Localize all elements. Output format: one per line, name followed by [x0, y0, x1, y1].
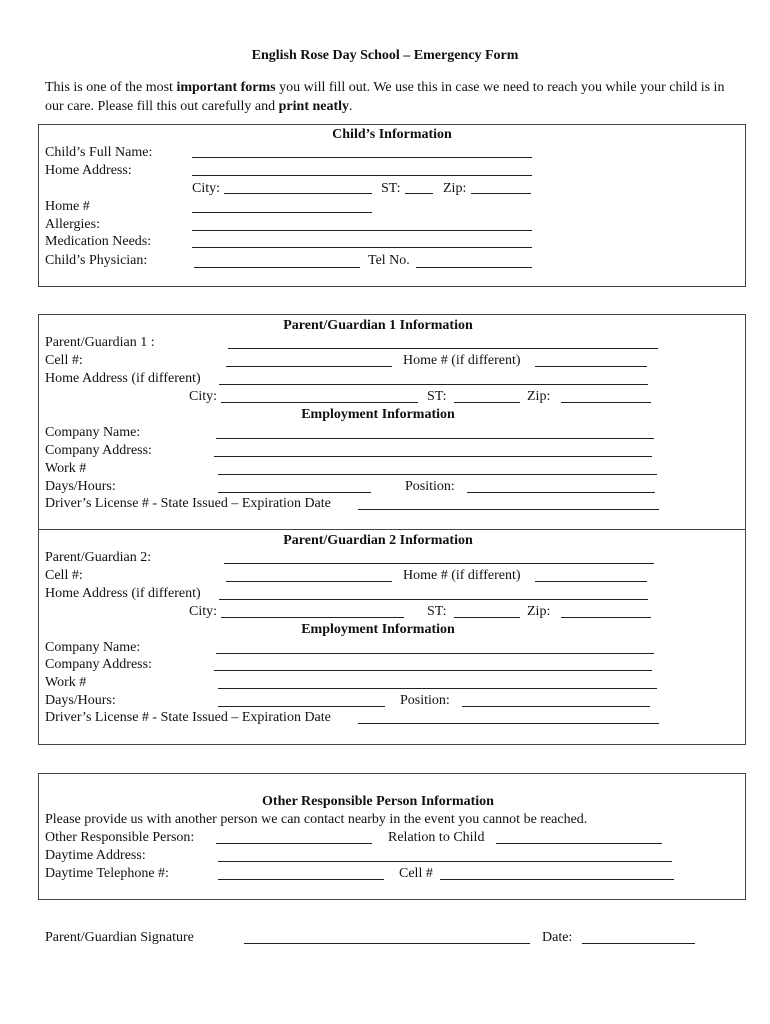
other-telephone-label: Daytime Telephone #: — [45, 866, 169, 881]
pg1-position-label: Position: — [405, 479, 455, 494]
child-name-field[interactable] — [192, 157, 532, 158]
pg1-company-address-field[interactable] — [214, 456, 652, 457]
intro-text-3: . — [349, 99, 353, 114]
pg1-cell-label: Cell #: — [45, 353, 83, 368]
child-allergies-label: Allergies: — [45, 217, 100, 232]
pg2-work-field[interactable] — [218, 688, 657, 689]
pg2-company-label: Company Name: — [45, 640, 141, 655]
date-label: Date: — [542, 930, 573, 945]
pg1-address-field[interactable] — [219, 384, 648, 385]
date-field[interactable] — [582, 943, 695, 944]
child-allergies-field[interactable] — [192, 230, 532, 231]
pg1-employment-heading: Employment Information — [301, 407, 455, 422]
pg2-heading: Parent/Guardian 2 Information — [283, 533, 473, 548]
child-medication-field[interactable] — [192, 247, 532, 248]
child-tel-field[interactable] — [416, 267, 532, 268]
child-physician-label: Child’s Physician: — [45, 253, 148, 268]
child-physician-field[interactable] — [194, 267, 360, 268]
signature-label: Parent/Guardian Signature — [45, 930, 194, 945]
pg2-work-label: Work # — [45, 675, 87, 690]
other-cell-label: Cell # — [399, 866, 433, 881]
pg2-address-field[interactable] — [219, 599, 648, 600]
pg1-company-field[interactable] — [216, 438, 654, 439]
pg2-company-field[interactable] — [216, 653, 654, 654]
pg2-license-field[interactable] — [358, 723, 659, 724]
other-person-field[interactable] — [216, 843, 372, 844]
other-person-label: Other Responsible Person: — [45, 830, 195, 845]
signature-field[interactable] — [244, 943, 530, 944]
pg1-address-label: Home Address (if different) — [45, 371, 201, 386]
pg1-zip-field[interactable] — [561, 402, 651, 403]
pg1-position-field[interactable] — [467, 492, 655, 493]
other-telephone-field[interactable] — [218, 879, 384, 880]
child-name-label: Child’s Full Name: — [45, 145, 153, 160]
pg1-cell-field[interactable] — [226, 366, 392, 367]
child-city-label: City: — [192, 181, 221, 196]
intro-bold-1: important forms — [176, 80, 276, 95]
pg2-cell-label: Cell #: — [45, 568, 83, 583]
pg2-company-address-label: Company Address: — [45, 657, 152, 672]
pg1-license-label: Driver’s License # - State Issued – Expiration Date — [45, 496, 331, 511]
pg2-company-address-field[interactable] — [214, 670, 652, 671]
pg1-days-field[interactable] — [218, 492, 371, 493]
pg2-home-diff-field[interactable] — [535, 581, 647, 582]
other-cell-field[interactable] — [440, 879, 674, 880]
intro-text-1: This is one of the most — [45, 80, 177, 95]
pg1-home-diff-label: Home # (if different) — [403, 353, 521, 368]
pg1-days-label: Days/Hours: — [45, 479, 116, 494]
other-relation-field[interactable] — [496, 843, 662, 844]
page-title: English Rose Day School – Emergency Form — [251, 48, 519, 63]
pg2-home-diff-label: Home # (if different) — [403, 568, 521, 583]
child-home-phone-field[interactable] — [192, 212, 372, 213]
pg2-name-field[interactable] — [224, 563, 654, 564]
child-state-label: ST: — [381, 181, 401, 196]
pg2-position-label: Position: — [400, 693, 450, 708]
pg2-state-label: ST: — [427, 604, 447, 619]
pg1-state-label: ST: — [427, 389, 447, 404]
pg1-company-label: Company Name: — [45, 425, 141, 440]
pg2-state-field[interactable] — [454, 617, 520, 618]
pg2-days-field[interactable] — [218, 706, 385, 707]
pg2-address-label: Home Address (if different) — [45, 586, 201, 601]
pg1-company-address-label: Company Address: — [45, 443, 152, 458]
pg1-name-field[interactable] — [228, 348, 658, 349]
pg1-heading: Parent/Guardian 1 Information — [283, 318, 473, 333]
child-city-field[interactable] — [224, 193, 372, 194]
pg1-city-field[interactable] — [221, 402, 418, 403]
intro-text-2: you will fill out. We use this in case we need to reach you while your child is in our care. Please fill this out carefully and — [45, 80, 725, 114]
other-relation-label: Relation to Child — [388, 830, 485, 845]
section-divider — [38, 529, 746, 530]
child-address-label: Home Address: — [45, 163, 132, 178]
pg2-zip-field[interactable] — [561, 617, 651, 618]
child-address-field[interactable] — [192, 175, 532, 176]
other-heading: Other Responsible Person Information — [262, 794, 494, 809]
pg2-city-label: City: — [189, 604, 218, 619]
pg2-days-label: Days/Hours: — [45, 693, 116, 708]
child-tel-label: Tel No. — [368, 253, 410, 268]
pg1-home-diff-field[interactable] — [535, 366, 647, 367]
child-medication-label: Medication Needs: — [45, 234, 152, 249]
pg2-license-label: Driver’s License # - State Issued – Expiration Date — [45, 710, 331, 725]
child-state-field[interactable] — [405, 193, 433, 194]
intro-bold-2: print neatly — [278, 99, 350, 114]
child-zip-field[interactable] — [471, 193, 531, 194]
pg1-name-label: Parent/Guardian 1 : — [45, 335, 155, 350]
pg2-city-field[interactable] — [221, 617, 404, 618]
pg2-employment-heading: Employment Information — [301, 622, 455, 637]
child-info-heading: Child’s Information — [332, 127, 452, 142]
pg1-work-field[interactable] — [218, 474, 657, 475]
pg2-position-field[interactable] — [462, 706, 650, 707]
intro-paragraph — [45, 78, 735, 116]
pg2-cell-field[interactable] — [226, 581, 392, 582]
pg1-state-field[interactable] — [454, 402, 520, 403]
child-zip-label: Zip: — [443, 181, 467, 196]
other-address-field[interactable] — [218, 861, 672, 862]
other-instruction: Please provide us with another person we can contact nearby in the event you cannot be reached. — [45, 812, 588, 827]
pg1-work-label: Work # — [45, 461, 87, 476]
pg2-zip-label: Zip: — [527, 604, 551, 619]
pg1-zip-label: Zip: — [527, 389, 551, 404]
other-address-label: Daytime Address: — [45, 848, 146, 863]
pg2-name-label: Parent/Guardian 2: — [45, 550, 152, 565]
pg1-license-field[interactable] — [358, 509, 659, 510]
pg1-city-label: City: — [189, 389, 218, 404]
child-home-phone-label: Home # — [45, 199, 90, 214]
